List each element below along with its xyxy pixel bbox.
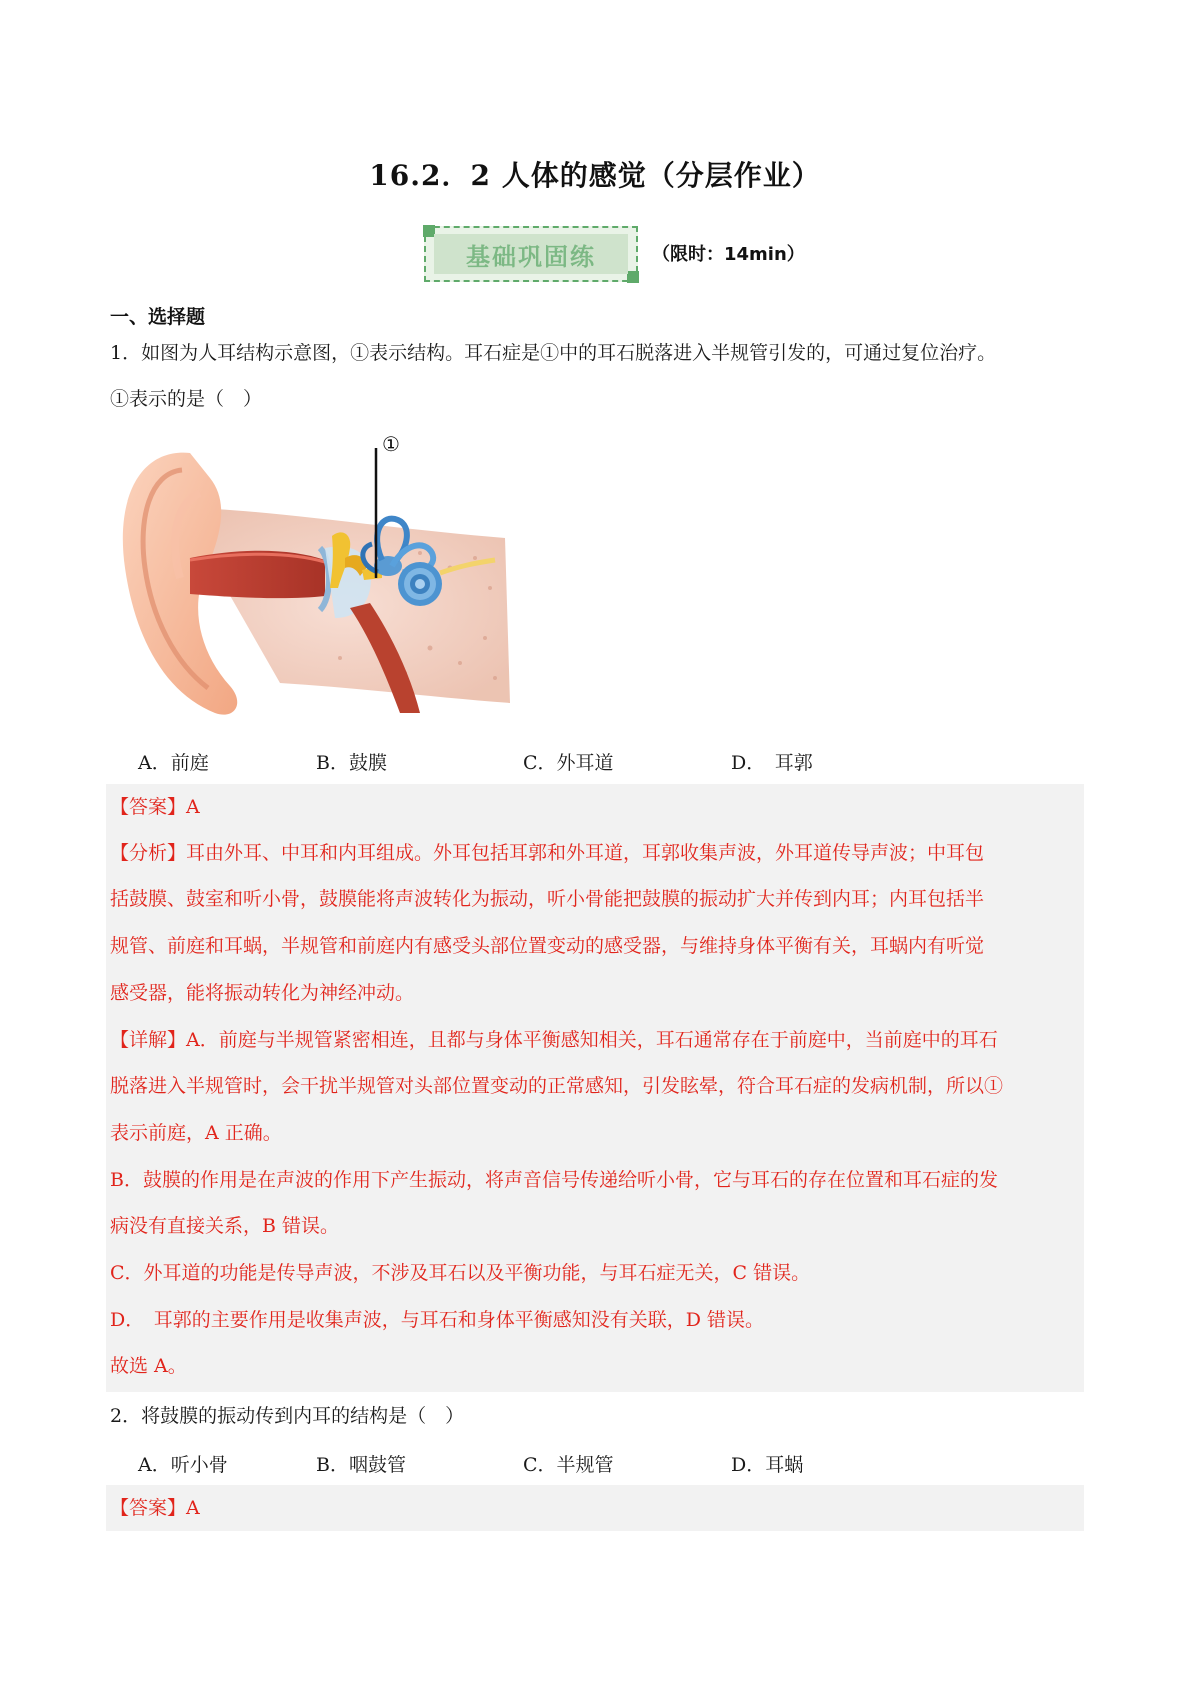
- q1-detail-line: D． 耳郭的主要作用是收集声波，与耳石和身体平衡感知没有关联，D 错误。: [110, 1309, 765, 1331]
- q2-option-a[interactable]: A．听小骨: [138, 1454, 228, 1476]
- q2-answer-box: [106, 1485, 1084, 1531]
- q1-detail-line: B．鼓膜的作用是在声波的作用下产生振动，将声音信号传递给听小骨，它与耳石的存在位置和耳石症的发: [110, 1169, 998, 1191]
- q1-stem-line2: ①表示的是（ ）: [110, 388, 263, 410]
- q1-options: [138, 748, 1038, 784]
- q1-option-a[interactable]: A．前庭: [138, 752, 209, 774]
- q1-analysis-line: 规管、前庭和耳蜗，半规管和前庭内有感受头部位置变动的感受器，与维持身体平衡有关，耳蜗内有听觉: [110, 935, 985, 957]
- q1-conclusion: 故选 A。: [110, 1355, 187, 1377]
- badge-label: 基础巩固练: [434, 234, 628, 274]
- q2-options: [138, 1450, 1038, 1486]
- q1-answer: 【答案】A: [110, 796, 200, 818]
- ear-diagram: [120, 448, 525, 718]
- q1-detail-line: 【详解】A．前庭与半规管紧密相连，且都与身体平衡感知相关，耳石通常存在于前庭中，当前庭中的耳石: [110, 1029, 998, 1051]
- q1-detail-line: C．外耳道的功能是传导声波，不涉及耳石以及平衡功能，与耳石症无关，C 错误。: [110, 1262, 811, 1284]
- q1-option-c[interactable]: C．外耳道: [523, 752, 614, 774]
- q1-detail-line: 脱落进入半规管时，会干扰半规管对头部位置变动的正常感知，引发眩晕，符合耳石症的发病机制，所以①: [110, 1075, 1004, 1097]
- q1-answer-box: [106, 784, 1084, 1392]
- page-title: 16.2．2 人体的感觉（分层作业）: [369, 159, 821, 192]
- q2-stem: 2．将鼓膜的振动传到内耳的结构是（ ）: [110, 1405, 465, 1427]
- ear-structure-figure: [120, 432, 525, 718]
- q2-option-d[interactable]: D．耳蜗: [731, 1454, 804, 1476]
- q1-analysis-line: 感受器，能将振动转化为神经冲动。: [110, 982, 415, 1004]
- level-badge: [424, 226, 638, 282]
- q1-option-b[interactable]: B．鼓膜: [316, 752, 387, 774]
- q2-option-b[interactable]: B．咽鼓管: [316, 1454, 406, 1476]
- q2-option-c[interactable]: C．半规管: [523, 1454, 614, 1476]
- q1-option-d[interactable]: D． 耳郭: [731, 752, 813, 774]
- q1-detail-line: 表示前庭，A 正确。: [110, 1122, 282, 1144]
- section-heading: 一、选择题: [110, 306, 206, 328]
- q1-stem-line1: 1．如图为人耳结构示意图，①表示结构。耳石症是①中的耳石脱落进入半规管引发的，可通过复位治疗。: [110, 342, 997, 364]
- time-limit: （限时：14min）: [652, 244, 805, 265]
- q1-analysis-line: 括鼓膜、鼓室和听小骨，鼓膜能将声波转化为振动，听小骨能把鼓膜的振动扩大并传到内耳；内耳包括半: [110, 888, 985, 910]
- figure-label-1: ①: [382, 432, 400, 456]
- badge-row: [420, 222, 840, 282]
- q2-answer: 【答案】A: [110, 1497, 200, 1519]
- q1-analysis-line: 【分析】耳由外耳、中耳和内耳组成。外耳包括耳郭和外耳道，耳郭收集声波，外耳道传导声波；中耳包: [110, 842, 985, 864]
- q1-detail-line: 病没有直接关系，B 错误。: [110, 1215, 340, 1237]
